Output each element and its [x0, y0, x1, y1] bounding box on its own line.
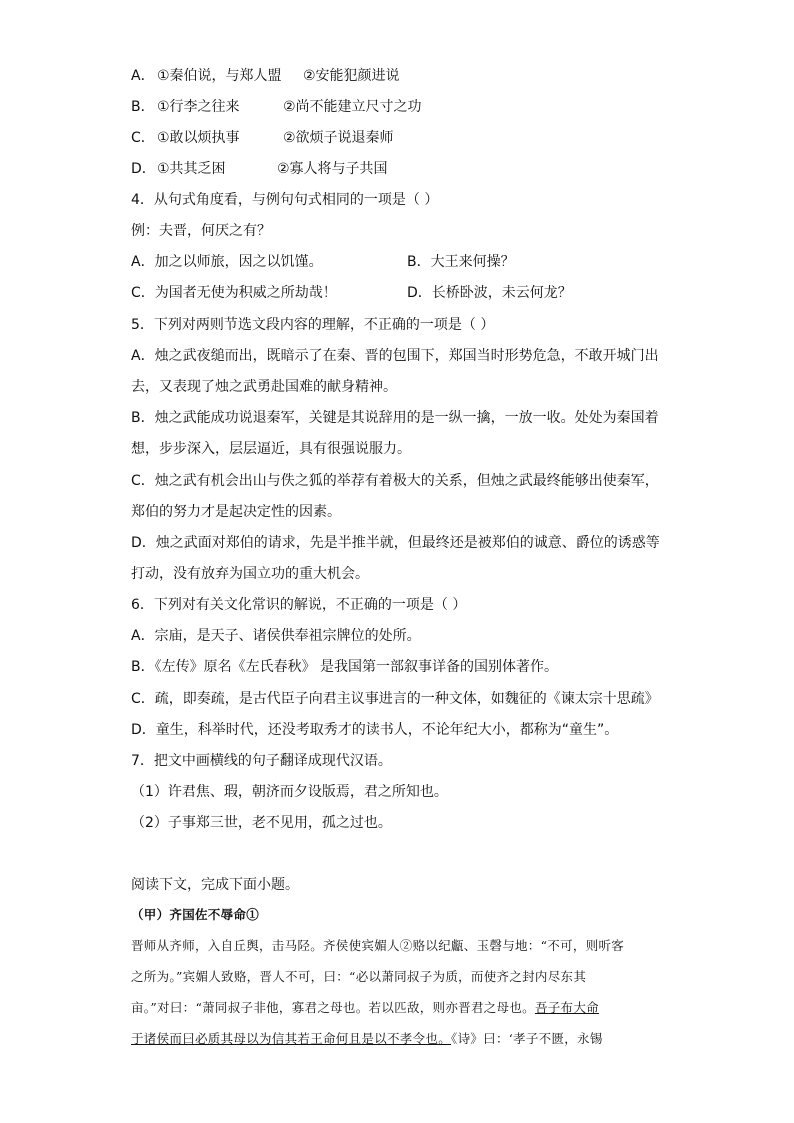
q5-option-c-line-1: C．烛之武有机会出山与佚之狐的举荐有着极大的关系，但烛之武最终能够出使秦军， [131, 473, 659, 489]
q4-option-a: A．加之以师旅，因之以饥馑。 [131, 254, 323, 270]
q5-option-b-line-1: B．烛之武能成功说退秦军，关键是其说辞用的是一纵一擒，一放一收。处处为秦国着 [131, 410, 659, 426]
q7-sentence-1: （1）许君焦、瑕，朝济而夕设版焉，君之所知也。 [131, 784, 448, 800]
q4-stem: 4．从句式角度看，与例句句式相同的一项是（ ） [131, 192, 439, 208]
q4-option-b: B．大王来何操？ [407, 254, 515, 270]
q6-option-d: D．童生，科举时代，还没考取秀才的读书人，不论年纪大小，都称为“童生”。 [131, 722, 619, 738]
q5-option-d-line-1: D．烛之武面对郑伯的请求，先是半推半就，但最终还是被郑伯的诚意、爵位的诱惑等 [131, 535, 660, 551]
option-letter: B． [131, 99, 155, 115]
option-part-1: ①共其乏困 [157, 161, 226, 177]
option-letter: D． [131, 161, 156, 177]
q6-option-c: C．疏，即奏疏，是古代臣子向君主议事进言的一种文体，如魏征的《谏太宗十思疏》 [131, 691, 659, 707]
q5-option-a-line-1: A．烛之武夜缒而出，既暗示了在秦、晋的包围下，郑国当时形势危急，不敢开城门出 [131, 348, 659, 364]
q5-option-d-line-2: 打动，没有放弃为国立功的重大机会。 [131, 566, 369, 582]
q4-option-c: C．为国者无使为积威之所劫哉！ [131, 285, 337, 301]
q4-example: 例：夫晋，何厌之有？ [131, 223, 271, 239]
q5-option-b-line-2: 想，步步深入，层层逼近，具有很强说服力。 [131, 441, 411, 457]
passage-line-4 [131, 1030, 603, 1048]
q5-option-c-line-2: 郑伯的努力才是起决定性的因素。 [131, 504, 341, 520]
option-letter: A． [131, 68, 155, 84]
option-part-1: ①敢以烦执事 [157, 130, 240, 146]
option-part-1: ①秦伯说，与郑人盟 [157, 68, 282, 84]
q4-option-d: D．长桥卧波，未云何龙？ [407, 285, 572, 301]
passage-underlined-sentence-end: 于诸侯而曰必质其母以为信其若王命何且是以不孝令也。 [131, 1031, 452, 1046]
passage-line-2: 之所为。”宾媚人致赂，晋人不可，曰：“必以萧同叔子为质，而使齐之封内尽东其 [131, 969, 587, 984]
q6-stem: 6．下列对有关文化常识的解说，不正确的一项是（ ） [131, 597, 467, 613]
q7-stem: 7．把文中画横线的句子翻译成现代汉语。 [131, 753, 392, 769]
passage-title: （甲）齐国佐不辱命① [131, 907, 260, 922]
option-letter: C． [131, 130, 155, 146]
option-part-2: ②欲烦子说退秦师 [283, 130, 394, 146]
q6-option-b: B．《左传》原名《左氏春秋》 是我国第一部叙事详备的国别体著作。 [131, 659, 559, 675]
q6-option-a: A．宗庙，是天子、诸侯供奉祖宗牌位的处所。 [131, 628, 421, 644]
option-part-1: ①行李之往来 [157, 99, 240, 115]
passage-underlined-sentence-start: 吾子布大命 [534, 1000, 599, 1015]
q5-option-a-line-2: 去，又表现了烛之武勇赴国难的献身精神。 [131, 379, 397, 395]
passage-line-3-text: 亩。”对曰：“萧同叔子非他，寡君之母也。若以匹敌，则亦晋君之母也。 [131, 1000, 535, 1015]
option-part-2: ②尚不能建立尺寸之功 [283, 99, 422, 115]
passage-line-4-text: 《诗》曰：‘孝子不匮，永锡 [451, 1031, 603, 1046]
option-part-2: ②安能犯颜进说 [303, 68, 400, 84]
passage-line-3 [131, 999, 599, 1017]
passage-line-1: 晋师从齐师，入自丘舆，击马陉。齐侯使宾媚人②赂以纪甗、玉磬与地：“不可，则听客 [131, 938, 625, 953]
q5-stem: 5．下列对两则节选文段内容的理解，不正确的一项是（ ） [131, 317, 495, 333]
option-part-2: ②寡人将与子共国 [277, 161, 388, 177]
reading-intro: 阅读下文，完成下面小题。 [131, 877, 299, 893]
q7-sentence-2: （2）子事郑三世，老不见用，孤之过也。 [131, 815, 392, 831]
